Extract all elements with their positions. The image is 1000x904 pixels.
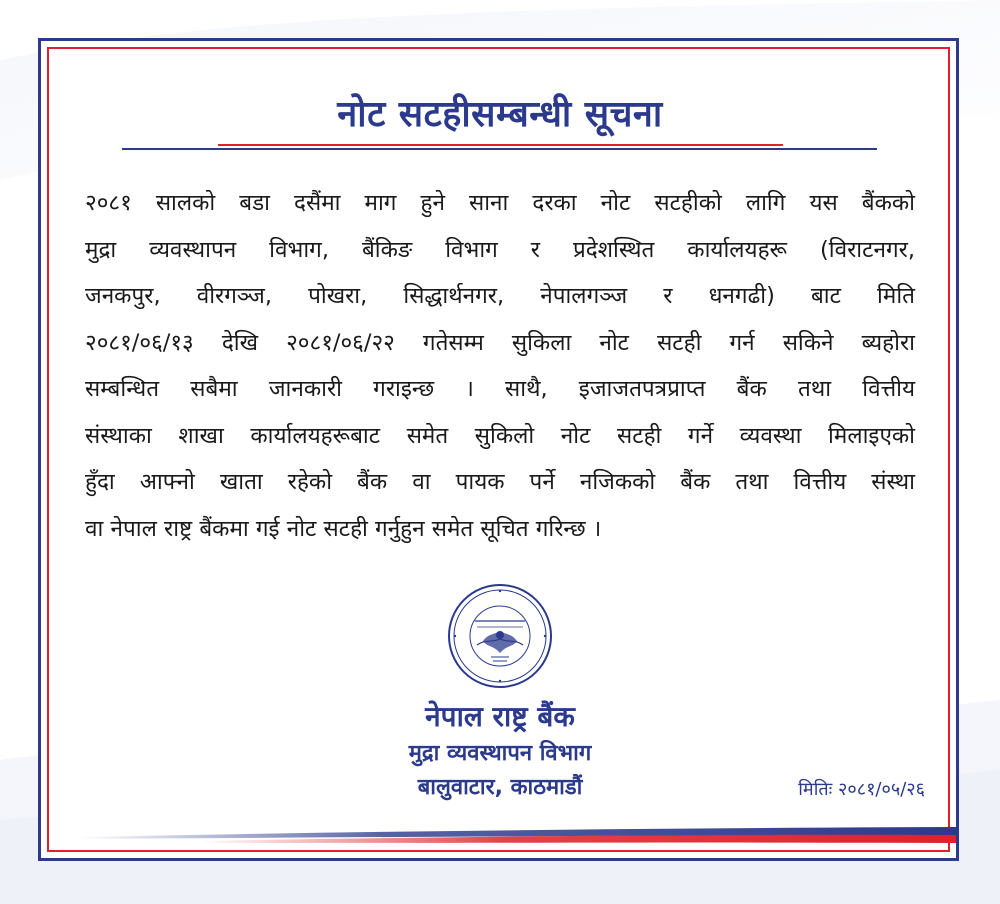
notice-title: नोट सटहीसम्बन्धी सूचना [337,94,663,135]
nepal-rastra-bank-seal-icon [447,583,553,689]
notice-body-line: संस्थाका शाखा कार्यालयहरूबाट समेत सुकिलो नोट सटही गर्ने व्यवस्था मिलाइएको [85,422,915,449]
footer-decorative-stripes [80,823,956,847]
notice-body-line: २०८१/०६/१३ देखि २०८१/०६/२२ गतेसम्म सुकिला नोट सटही गर्न सकिने ब्यहोरा [85,329,915,356]
notice-body-line: जनकपुर, वीरगञ्ज, पोखरा, सिद्धार्थनगर, नेपालगञ्ज र धनगढी) बाट मिति [85,283,915,309]
notice-body [85,180,915,552]
notice-date [798,777,925,801]
signature-organization: नेपाल राष्ट्र बैंक [425,700,575,733]
title-underline-red [218,144,783,146]
title-underline-blue [122,148,877,150]
notice-body-line: २०८१ सालको बडा दसैंमा माग हुने साना दरका नोट सटहीको लागि यस बैंकको [85,190,915,216]
signature-address: बालुवाटार, काठमाडौं [417,775,583,800]
notice-body-line: वा नेपाल राष्ट्र बैंकमा गई नोट सटही गर्नुहुन समेत सूचित गरिन्छ । [85,515,602,542]
date-label: मितिः [798,779,833,800]
notice-body-line: सम्बन्धित सबैमा जानकारी गराइन्छ । साथै, इजाजतपत्रप्राप्त बैंक तथा वित्तीय [85,376,915,402]
notice-body-line: मुद्रा व्यवस्थापन विभाग, बैंकिङ विभाग र प्रदेशस्थित कार्यालयहरू (विराटनगर, [85,236,915,263]
signature-department: मुद्रा व्यवस्थापन विभाग [408,741,592,766]
date-value: २०८१/०५/२६ [837,779,925,800]
notice-body-line: हुँदा आफ्नो खाता रहेको बैंक वा पायक पर्ने नजिकको बैंक तथा वित्तीय संस्था [85,469,915,495]
